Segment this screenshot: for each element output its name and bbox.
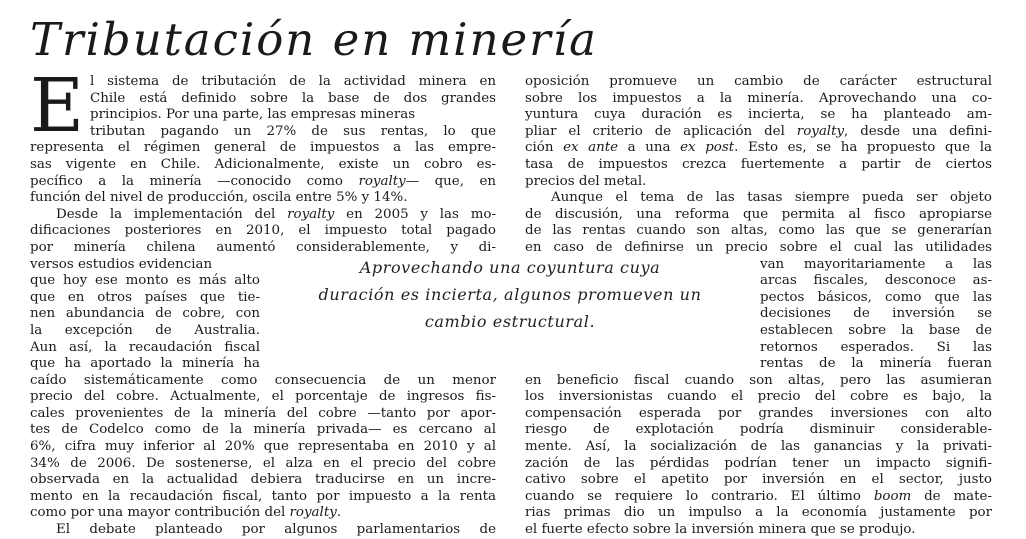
text-line: tes de Codelco como de la minería privada— es cercano al <box>30 422 496 438</box>
text-line: rias primas dio un impulso a la economía justamente por <box>525 505 992 521</box>
text-line: dificaciones posteriores en 2010, el impuesto total pagado <box>30 223 496 239</box>
text-line: la excepción de Australia. <box>30 322 260 338</box>
drop-cap: E <box>30 63 85 149</box>
text-line: Aunque el tema de las tasas siempre pueda ser objeto <box>551 190 992 206</box>
text-line: pliar el criterio de aplicación del royalty, desde una defini- <box>525 123 992 139</box>
text-line: rentas de la minería fueran <box>760 356 992 372</box>
text-line: el fuerte efecto sobre la inversión minera que se produjo. <box>525 522 916 538</box>
text-line: que ha aportado la minería ha <box>30 356 260 372</box>
text-line: Desde la implementación del royalty en 2005 y las mo- <box>56 206 496 222</box>
text-line: versos estudios evidencian <box>30 256 213 272</box>
text-line: los inversionistas cuando el precio del cobre es bajo, la <box>525 389 992 405</box>
text-line: riesgo de explotación podría disminuir considerable- <box>525 422 992 438</box>
text-line: tasa de impuestos crezca fuertemente a partir de ciertos <box>525 156 992 172</box>
pull-quote-line: duración es incierta, algunos promueven un <box>318 285 702 304</box>
text-line: en beneficio fiscal cuando son altas, pero las asumieran <box>525 372 992 388</box>
text-line: función del nivel de producción, oscila entre 5% y 14%. <box>30 190 408 206</box>
text-line: establecen sobre la base de <box>760 322 992 338</box>
text-line: 6%, cifra muy inferior al 20% que representaba en 2010 y al <box>30 439 496 455</box>
text-line: yuntura cuya duración es incierta, se ha planteado am- <box>525 107 992 123</box>
text-line: nen abundancia de cobre, con <box>30 306 260 322</box>
pull-quote-line: Aprovechando una coyuntura cuya <box>359 258 661 277</box>
text-line: precio del cobre. Actualmente, el porcentaje de ingresos fis- <box>30 389 496 405</box>
text-line: de las rentas cuando son altas, como las que se generarían <box>525 223 992 239</box>
text-line: Chile está definido sobre la base de dos grandes <box>90 90 496 106</box>
text-line: precios del metal. <box>525 173 647 189</box>
text-line: El debate planteado por algunos parlamentarios de <box>56 522 496 538</box>
text-line: caído sistemáticamente como consecuencia de un menor <box>30 372 496 388</box>
text-line: van mayoritariamente a las <box>760 256 992 272</box>
article-title: Tributación en minería <box>30 13 598 66</box>
text-line: retornos esperados. Si las <box>760 339 992 355</box>
text-line: principios. Por una parte, las empresas mineras <box>90 107 416 123</box>
text-line: que hoy ese monto es más alto <box>30 273 260 289</box>
text-line: mente. Así, la socialización de las ganancias y la privati- <box>525 439 992 455</box>
text-line: oposición promueve un cambio de carácter estructural <box>525 74 992 89</box>
text-line: decisiones de inversión se <box>760 306 992 322</box>
text-line: arcas fiscales, desconoce as- <box>760 273 992 289</box>
text-line: observada en la actualidad debiera traducirse en un incre- <box>30 472 496 488</box>
text-line: sobre los impuestos a la minería. Aprovechando una co- <box>525 90 992 106</box>
text-line: por minería chilena aumentó considerablemente, y di- <box>30 239 496 255</box>
text-line: cativo sobre el apetito por inversión en el sector, justo <box>525 472 992 488</box>
text-line: como por una mayor contribución del royalty. <box>30 505 342 521</box>
text-line: en caso de definirse un precio sobre el cual las utilidades <box>525 239 992 255</box>
text-line: 34% de 2006. De sostenerse, el alza en el precio del cobre <box>30 455 496 471</box>
text-line: cales provenientes de la minería del cobre —tanto por apor- <box>30 405 496 421</box>
text-line: que en otros países que tie- <box>30 289 260 305</box>
text-line: pecífico a la minería —conocido como royalty— que, en <box>30 173 496 189</box>
text-line: representa el régimen general de impuestos a las empre- <box>30 140 496 156</box>
text-line: compensación esperada por grandes inversiones con alto <box>525 405 992 421</box>
text-line: de discusión, una reforma que permita al fisco apropiarse <box>525 206 992 222</box>
text-line: mento en la recaudación fiscal, tanto por impuesto a la renta <box>30 488 496 504</box>
text-line: Aun así, la recaudación fiscal <box>30 339 260 355</box>
text-line: zación de las pérdidas podrían tener un impacto signifi- <box>525 455 992 471</box>
text-line: ción ex ante a una ex post. Esto es, se ha propuesto que la <box>525 140 992 156</box>
pull-quote <box>290 254 730 335</box>
text-line: sas vigente en Chile. Adicionalmente, existe un cobro es- <box>30 156 496 172</box>
text-line: pectos básicos, como que las <box>760 289 992 305</box>
text-line: l sistema de tributación de la actividad minera en <box>90 74 496 89</box>
text-line: cuando se requiere lo contrario. El último boom de mate- <box>525 488 992 504</box>
pull-quote-line: cambio estructural. <box>424 312 596 331</box>
text-line: tributan pagando un 27% de sus rentas, lo que <box>90 123 496 139</box>
